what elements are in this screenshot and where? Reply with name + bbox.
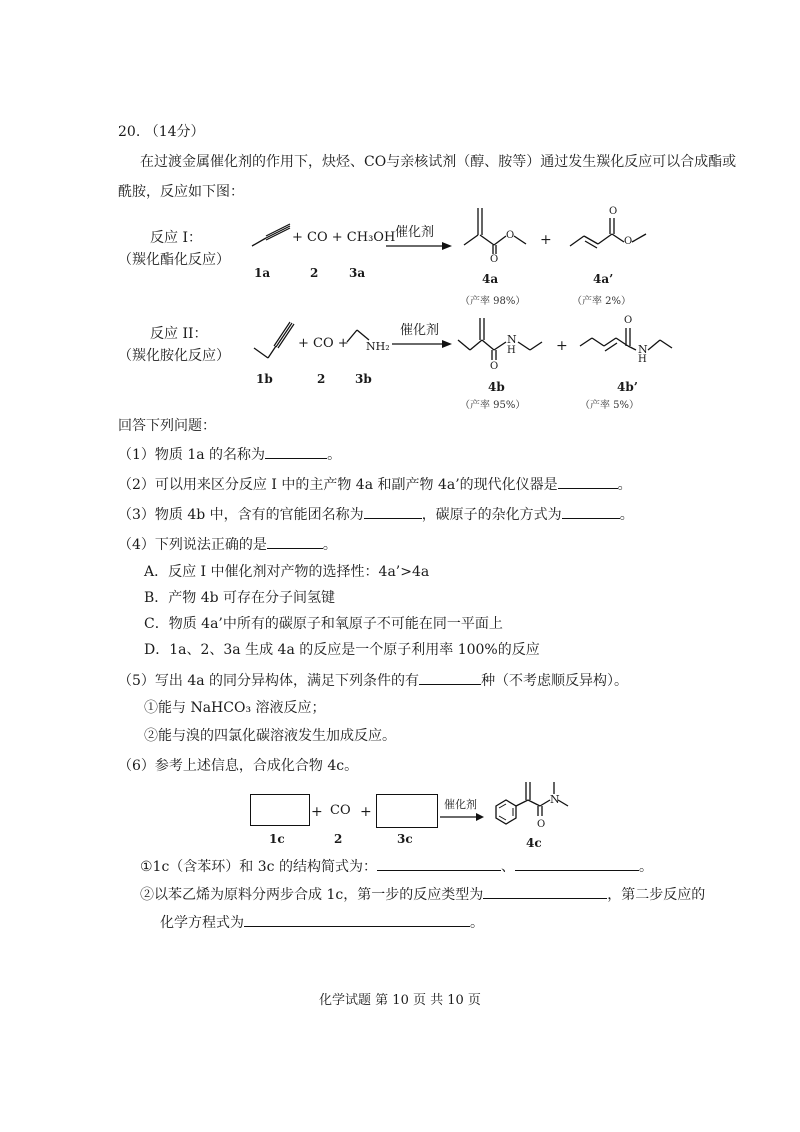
- answer-blank-3a[interactable]: [364, 504, 422, 519]
- answer-blank-5[interactable]: [419, 670, 481, 685]
- answer-blank-6c[interactable]: [483, 884, 607, 899]
- answer-box-3c[interactable]: [376, 794, 438, 828]
- question-4-end: 。: [322, 537, 337, 553]
- reaction2-title: 反应 II：: [150, 326, 208, 342]
- reaction2-plus: +: [556, 338, 568, 354]
- molecule-4b-structure: [456, 312, 556, 368]
- question-6-sub1-end: 。: [638, 859, 653, 875]
- question-6-sub2: [140, 884, 705, 905]
- answer-blank-6b[interactable]: [515, 856, 639, 871]
- question-3-text1: （3）物质 4b 中，含有的官能团名称为: [118, 507, 364, 523]
- label-4a: 4a: [482, 272, 499, 286]
- yield-4a: （产率 98%）: [460, 296, 526, 307]
- answer-blank-6a[interactable]: [377, 856, 501, 871]
- atom-4b-h: H: [507, 345, 516, 356]
- question-number: 20.: [118, 124, 141, 140]
- answer-blank-1[interactable]: [265, 444, 327, 459]
- question-6-sub2-text1: ②以苯乙烯为原料分两步合成 1c，第一步的反应类型为: [140, 887, 484, 903]
- question-5: [118, 670, 628, 691]
- question-6-sub2-text2: ，第二步反应的: [607, 887, 706, 903]
- question-4: [118, 534, 337, 555]
- label-4b: 4b: [488, 380, 505, 394]
- option-d: D．1a、2、3a 生成 4a 的反应是一个原子利用率 100%的反应: [144, 642, 540, 658]
- reaction1-arrow: [386, 242, 456, 252]
- atom-4b-prime-n: N: [638, 343, 648, 356]
- molecule-1a-structure: [248, 222, 298, 252]
- answer-blank-3b[interactable]: [562, 504, 620, 519]
- atom-4a-prime-carbonyl-o: O: [609, 206, 618, 217]
- reaction2-catalyst: 催化剂: [400, 323, 440, 338]
- question-3-text2: ，碳原子的杂化方式为: [421, 507, 562, 523]
- question-1-end: 。: [327, 447, 342, 463]
- option-a: A．反应 I 中催化剂对产物的选择性：4a’>4a: [144, 564, 430, 580]
- label-1a: 1a: [254, 266, 271, 280]
- question-6-sub2-cont: [160, 912, 484, 933]
- atom-4b-carbonyl-o: O: [490, 361, 499, 372]
- label-3a: 3a: [349, 266, 366, 280]
- atom-4a-ester-o: O: [506, 230, 515, 241]
- label-4b-prime: 4b’: [617, 380, 638, 394]
- molecule-1b-structure: [250, 318, 300, 363]
- question-2-text: （2）可以用来区分反应 I 中的主产物 4a 和副产物 4a’的现代化仪器是: [118, 477, 558, 493]
- answer-blank-4[interactable]: [267, 534, 323, 549]
- reaction2-reagents: + CO +: [298, 336, 349, 351]
- label-2-r1: 2: [310, 266, 319, 280]
- label-1c: 1c: [269, 832, 285, 846]
- question-5-text2: 种（不考虑顺反异构）。: [481, 673, 629, 689]
- q6-co: CO: [330, 803, 351, 818]
- atom-3b-nh2: NH₂: [366, 340, 390, 353]
- question-3: [118, 504, 634, 525]
- question-6-sub2-end: 。: [470, 915, 484, 931]
- atom-4a-carbonyl-o: O: [490, 254, 499, 265]
- molecule-4a-structure: [462, 200, 532, 260]
- label-4a-prime: 4a’: [593, 272, 614, 286]
- question-header: [118, 122, 205, 142]
- answer-blank-2[interactable]: [558, 474, 618, 489]
- label-2-r3: 2: [334, 832, 343, 846]
- intro-line-2: 酰胺，反应如下图：: [118, 184, 244, 200]
- q6-catalyst: 催化剂: [444, 798, 477, 811]
- condition-2: ②能与溴的四氯化碳溶液发生加成反应。: [144, 728, 396, 744]
- atom-4c-n: N: [550, 793, 560, 806]
- intro-line-1: 在过渡金属催化剂的作用下，炔烃、CO与亲核试剂（醇、胺等）通过发生羰化反应可以合成酯或: [140, 154, 737, 170]
- label-2-r2: 2: [317, 372, 326, 386]
- reaction2-subtitle: （羰化胺化反应）: [118, 348, 230, 364]
- q6-plus-2: +: [360, 804, 372, 820]
- label-3b: 3b: [355, 372, 372, 386]
- atom-4c-o: O: [537, 819, 546, 830]
- yield-4a-prime: （产率 2%）: [572, 296, 632, 307]
- question-3-end: 。: [619, 507, 634, 523]
- label-1b: 1b: [256, 372, 273, 386]
- atom-4a-prime-ester-o: O: [624, 236, 633, 247]
- question-6: （6）参考上述信息，合成化合物 4c。: [118, 758, 359, 774]
- label-4c: 4c: [526, 836, 542, 850]
- question-1-text: （1）物质 1a 的名称为: [118, 447, 266, 463]
- molecule-4a-prime-structure: [568, 206, 668, 256]
- question-2-end: 。: [617, 477, 632, 493]
- atom-4b-n: N: [507, 333, 517, 346]
- reaction1-plus: +: [540, 232, 552, 248]
- question-6-sub1-sep: 、: [500, 859, 515, 875]
- option-b: B．产物 4b 可存在分子间氢键: [144, 590, 336, 606]
- question-score: （14分）: [144, 124, 205, 140]
- yield-4b-prime: （产率 5%）: [580, 400, 640, 411]
- answer-box-1c[interactable]: [250, 794, 310, 826]
- reaction1-title: 反应 I：: [150, 230, 202, 246]
- reaction1-subtitle: （羰化酯化反应）: [118, 252, 230, 268]
- question-6-sub1-text: ①1c（含苯环）和 3c 的结构简式为：: [140, 859, 377, 875]
- option-c: C．物质 4a’中所有的碳原子和氧原子不可能在同一平面上: [144, 616, 503, 632]
- q6-plus-1: +: [311, 804, 323, 820]
- answer-blank-6d[interactable]: [244, 912, 470, 927]
- question-6-sub1: [140, 856, 653, 877]
- label-3c: 3c: [397, 832, 413, 846]
- reaction1-catalyst: 催化剂: [395, 225, 435, 240]
- question-4-text: （4）下列说法正确的是: [118, 537, 267, 553]
- yield-4b: （产率 95%）: [460, 400, 526, 411]
- question-6-sub2-text3: 化学方程式为: [160, 915, 244, 931]
- reaction2-arrow: [392, 340, 458, 350]
- molecule-4c-structure: [488, 778, 578, 838]
- question-1: [118, 444, 341, 465]
- answer-prompt: 回答下列问题：: [118, 418, 216, 434]
- condition-1: ①能与 NaHCO₃ 溶液反应；: [144, 700, 326, 716]
- atom-4b-prime-h: H: [638, 354, 647, 365]
- page-footer: 化学试题 第 10 页 共 10 页: [319, 993, 481, 1008]
- q6-arrow: [440, 813, 490, 823]
- atom-4b-prime-carbonyl-o: O: [624, 315, 633, 326]
- question-5-text1: （5）写出 4a 的同分异构体，满足下列条件的有: [118, 673, 420, 689]
- reaction1-reagents: + CO + CH₃OH: [292, 230, 396, 245]
- question-2: [118, 474, 632, 495]
